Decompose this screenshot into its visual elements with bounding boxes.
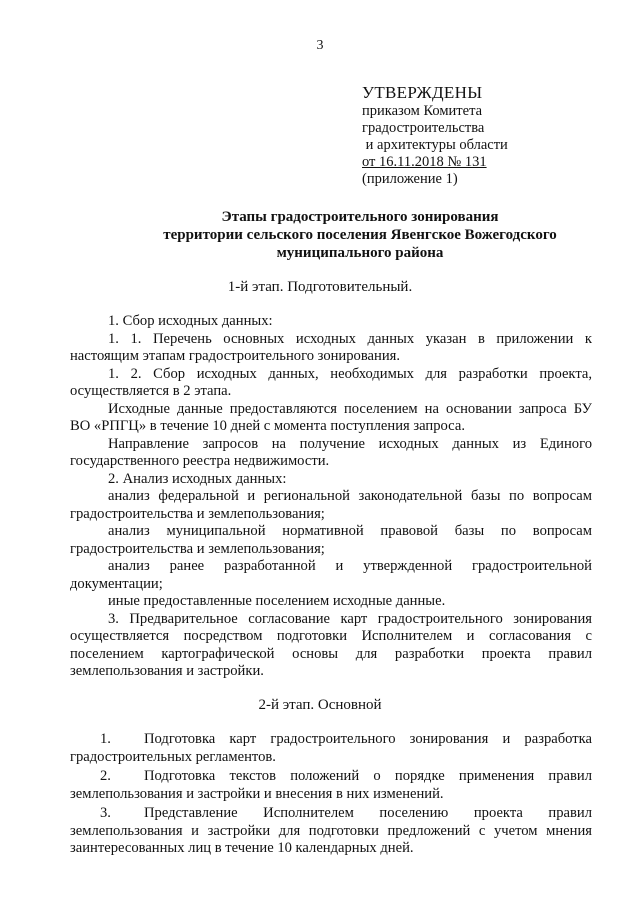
approval-block	[362, 84, 508, 188]
approval-line: градостроительства	[362, 120, 485, 136]
numbered-item	[70, 768, 592, 803]
stage1-body	[70, 313, 592, 681]
stage2-heading: 2-й этап. Основной	[258, 697, 382, 713]
title-line: Этапы градостроительного зонирования	[221, 209, 499, 225]
approval-line: приказом Комитета	[362, 103, 483, 119]
approval-heading: УТВЕРЖДЕНЫ	[362, 83, 483, 102]
item-number: 1.	[100, 731, 111, 747]
page-number: 3	[316, 38, 324, 53]
approval-order-date: от 16.11.2018 № 131	[362, 154, 487, 170]
item-text: Подготовка карт градостроительного зонирования и разработка градостроительных регламентов.	[70, 731, 592, 765]
item-text: Подготовка текстов положений о порядке применения правил землепользования и застройки и внесения в них изменений.	[70, 768, 592, 802]
approval-appendix: (приложение 1)	[362, 171, 458, 187]
paragraph: 3. Предварительное согласование карт градостроительного зонирования осуществляется посредством подготовки Исполнителем и согласования с поселением картографической основы для разработки проекта правил землепользования и застройки.	[70, 610, 592, 679]
approval-line: и архитектуры области	[362, 137, 508, 153]
paragraph: анализ муниципальной нормативной правовой базы по вопросам градостроительства и землепользования;	[70, 523, 592, 557]
stage2-body	[70, 731, 592, 858]
paragraph: 1. Сбор исходных данных:	[108, 313, 273, 329]
paragraph: иные предоставленные поселением исходные данные.	[108, 593, 446, 609]
paragraph: Исходные данные предоставляются поселением на основании запроса БУ ВО «РПГЦ» в течение 10 дней с момента поступления запроса.	[70, 400, 592, 434]
paragraph: 2. Анализ исходных данных:	[108, 470, 287, 487]
stage1-heading: 1-й этап. Подготовительный.	[227, 279, 413, 295]
paragraph: анализ ранее разработанной и утвержденной градостроительной документации;	[70, 558, 592, 592]
title-line: территории сельского поселения Явенгское Вожегодского	[163, 227, 557, 243]
paragraph: Направление запросов на получение исходных данных из Единого государственного реестра недвижимости.	[70, 435, 592, 469]
paragraph: 1. 2. Сбор исходных данных, необходимых для разработки проекта, осуществляется в 2 этапа.	[70, 365, 592, 399]
title-line: муниципального района	[276, 245, 444, 261]
item-number: 2.	[100, 768, 111, 784]
document-title	[150, 208, 570, 262]
numbered-item	[70, 805, 592, 858]
item-text: Представление Исполнителем поселению проекта правил землепользования и застройки для подготовки предложений с учетом мнения заинтересованных лиц в течение 10 календарных дней.	[70, 805, 592, 856]
paragraph: 1. 1. Перечень основных исходных данных указан в приложении к настоящим этапам градостроительного зонирования.	[70, 330, 592, 364]
numbered-item	[70, 731, 592, 766]
item-number: 3.	[100, 805, 111, 821]
paragraph: анализ федеральной и региональной законодательной базы по вопросам градостроительства и землепользования;	[70, 488, 592, 522]
